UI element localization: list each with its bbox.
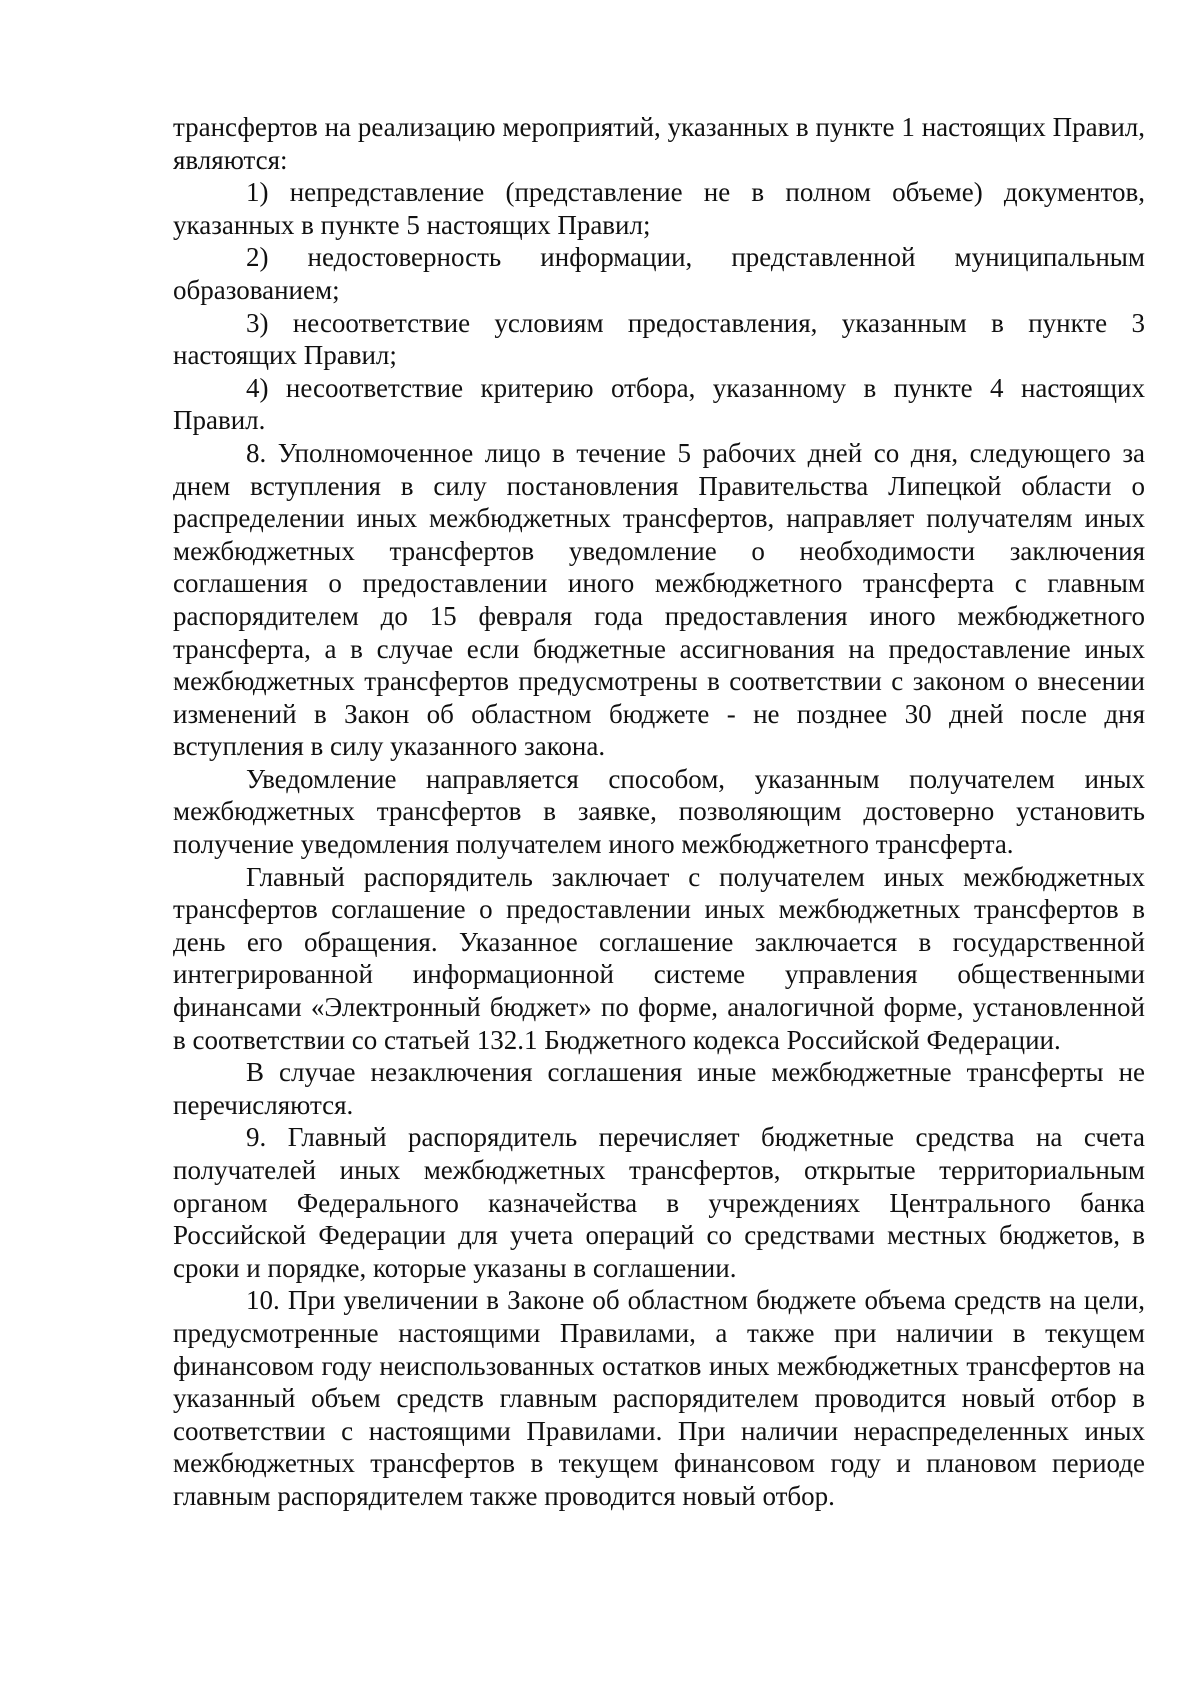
paragraph-agreement: Главный распорядитель заключает с получателем иных межбюджетных трансфертов соглашение о предоставлении иных межбюджетных трансфертов в день его обращения. Указанное соглашение заключается в государственной интегрированной информационной системе управления общественными финансами «Электронный бюджет» по форме, аналогичной форме, установленной в соответствии со статьей 132.1 Бюджетного кодекса Российской Федерации.: [173, 861, 1145, 1055]
paragraph-clause-10: 10. При увеличении в Законе об областном бюджете объема средств на цели, предусмотренные настоящими Правилами, а также при наличии в текущем финансовом году неиспользованных остатков иных межбюджетных трансфертов на указанный объем средств главным распорядителем проводится новый отбор в соответствии с настоящими Правилами. При наличии нераспределенных иных межбюджетных трансфертов в текущем финансовом году и плановом периоде главным распорядителем также проводится новый отбор.: [173, 1285, 1145, 1511]
document-body: [173, 111, 1145, 1513]
paragraph-notification: Уведомление направляется способом, указанным получателем иных межбюджетных трансфертов в заявке, позволяющим достоверно установить получение уведомления получателем иного межбюджетного трансферта.: [173, 763, 1145, 860]
paragraph-clause-8: 8. Уполномоченное лицо в течение 5 рабочих дней со дня, следующего за днем вступления в силу постановления Правительства Липецкой области о распределении иных межбюджетных трансфертов, направляет получателям иных межбюджетных трансфертов уведомление о необходимости заключения соглашения о предоставлении иного межбюджетного трансферта с главным распорядителем до 15 февраля года предоставления иного межбюджетного трансферта, а в случае если бюджетные ассигнования на предоставление иных межбюджетных трансфертов предусмотрены в соответствии с законом о внесении изменений в Закон об областном бюджете - не позднее 30 дней после дня вступления в силу указанного закона.: [173, 437, 1145, 762]
paragraph-item-2: 2) недостоверность информации, представленной муниципальным образованием;: [173, 242, 1145, 305]
paragraph-clause-9: 9. Главный распорядитель перечисляет бюджетные средства на счета получателей иных межбюджетных трансфертов, открытые территориальным органом Федерального казначейства в учреждениях Центрального банка Российской Федерации для учета операций со средствами местных бюджетов, в сроки и порядке, которые указаны в соглашении.: [173, 1122, 1145, 1283]
paragraph-item-3: 3) несоответствие условиям предоставления, указанным в пункте 3 настоящих Правил;: [173, 307, 1145, 371]
paragraph-item-4: 4) несоответствие критерию отбора, указанному в пункте 4 настоящих Правил.: [173, 372, 1145, 436]
paragraph-continuation: трансфертов на реализацию мероприятий, указанных в пункте 1 настоящих Правил, являются:: [173, 112, 1145, 175]
paragraph-item-1: 1) непредставление (представление не в полном объеме) документов, указанных в пункте 5 настоящих Правил;: [173, 177, 1145, 240]
paragraph-non-conclusion: В случае незаключения соглашения иные межбюджетные трансферты не перечисляются.: [173, 1057, 1145, 1120]
